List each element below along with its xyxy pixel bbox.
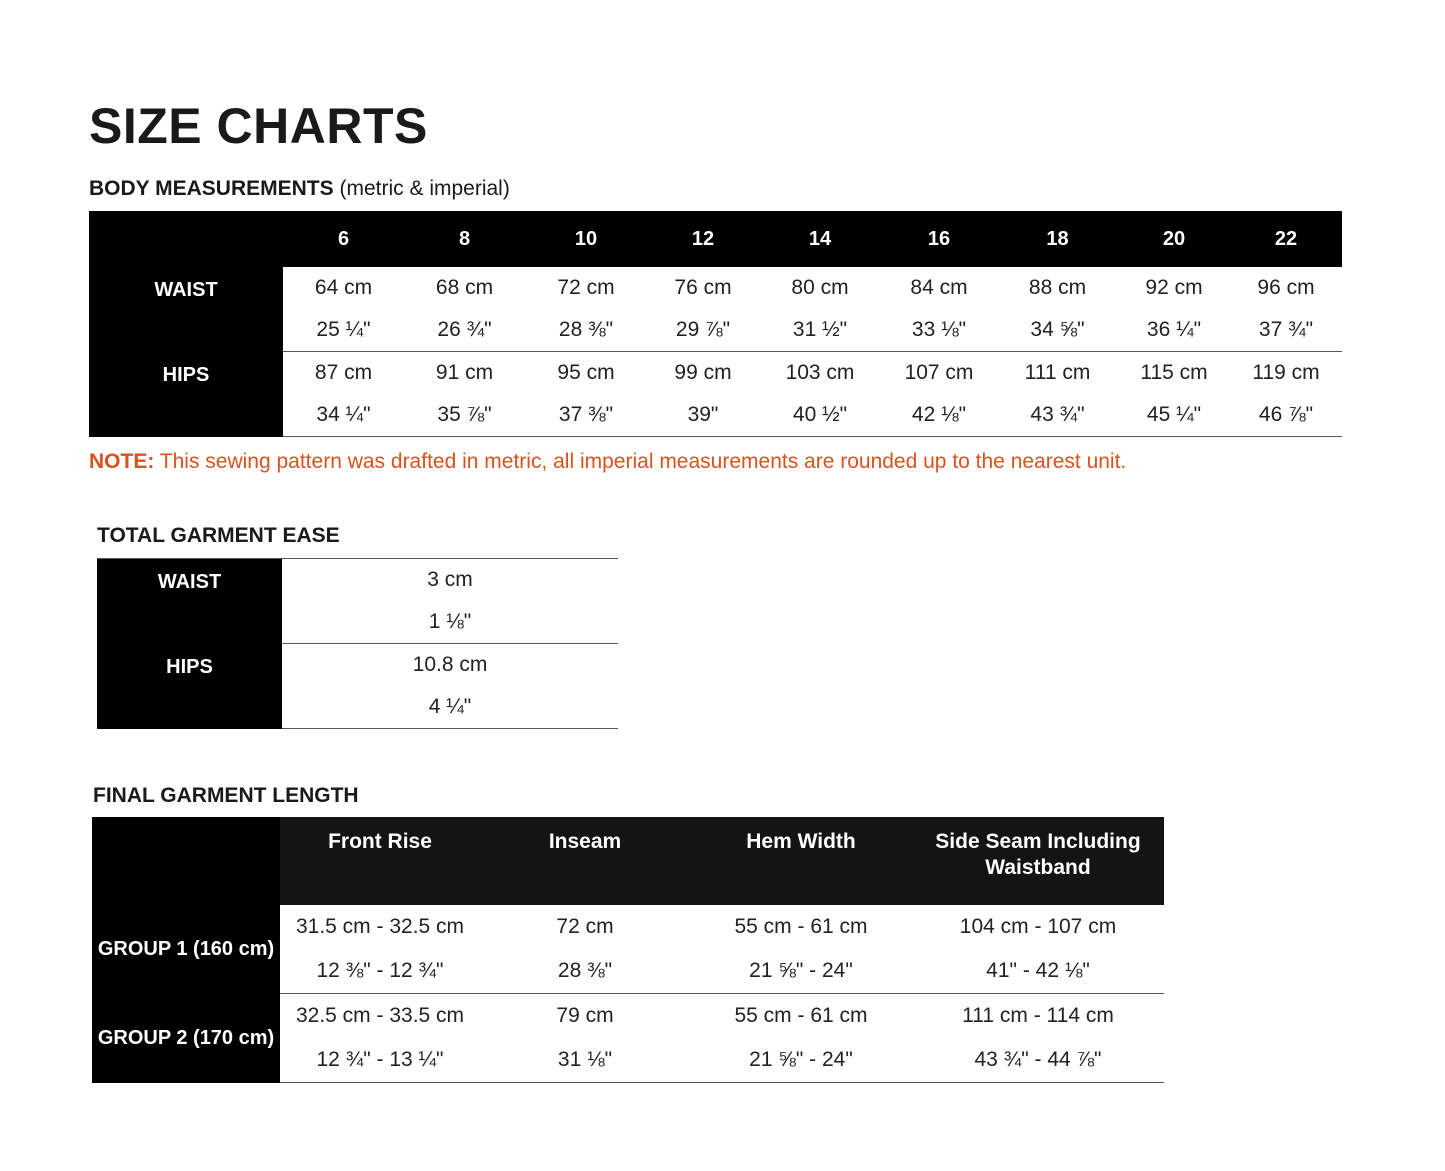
imperial-cell: 25 ¼" — [283, 309, 404, 352]
metric-cell: 72 cm — [557, 276, 615, 299]
imperial-cell: 37 ¾" — [1230, 309, 1342, 352]
metric-cell: 104 cm - 107 cm — [959, 915, 1117, 938]
row-label-hips: HIPS — [97, 644, 282, 729]
imperial-cell: 12 ⅜" - 12 ¾" — [280, 949, 480, 994]
table-row — [97, 644, 618, 687]
imperial-cell: 45 ¼" — [1118, 394, 1230, 437]
body-measurements-table — [89, 211, 1342, 437]
metric-cell: 64 cm — [314, 276, 373, 299]
metric-cell: 68 cm — [435, 276, 494, 299]
imperial-cell: 12 ¾" - 13 ¼" — [280, 1038, 480, 1083]
table-row — [89, 267, 1342, 309]
metric-cell: 31.5 cm - 32.5 cm — [295, 915, 465, 938]
table-row — [89, 352, 1342, 395]
metric-cell: 88 cm — [1028, 276, 1087, 299]
row-label-waist: WAIST — [97, 559, 282, 644]
metric-cell: 32.5 cm - 33.5 cm — [295, 1004, 465, 1027]
row-label-hips: HIPS — [89, 352, 283, 437]
page-title: SIZE CHARTS — [89, 98, 428, 154]
imperial-cell: 39" — [647, 394, 759, 437]
imperial-cell: 40 ½" — [759, 394, 881, 437]
size-header-row — [89, 211, 1342, 267]
metric-cell: 91 cm — [435, 361, 494, 384]
metric-cell: 111 cm - 114 cm — [962, 1004, 1114, 1027]
metric-cell: 10.8 cm — [412, 653, 488, 676]
imperial-cell: 21 ⅝" - 24" — [690, 949, 912, 994]
imperial-cell: 29 ⅞" — [647, 309, 759, 352]
row-label-waist: WAIST — [89, 267, 283, 352]
imperial-cell: 46 ⅞" — [1230, 394, 1342, 437]
garment-ease-table — [97, 558, 618, 729]
metric-cell: 103 cm — [785, 361, 855, 384]
row-label-group-1: GROUP 1 (160 cm) — [92, 905, 280, 994]
size-header-cell: 20 — [1118, 211, 1230, 267]
size-header-cell: 6 — [283, 211, 404, 267]
length-header-row — [92, 817, 1164, 905]
metric-cell: 76 cm — [674, 276, 732, 299]
imperial-cell: 31 ⅛" — [480, 1038, 690, 1083]
imperial-cell: 4 ¼" — [282, 686, 618, 729]
metric-cell: 111 cm — [1024, 361, 1091, 384]
size-header-cell: 8 — [404, 211, 525, 267]
garment-ease-title: TOTAL GARMENT EASE — [97, 524, 340, 547]
size-header-cell: 14 — [759, 211, 881, 267]
imperial-cell: 34 ¼" — [283, 394, 404, 437]
imperial-cell: 43 ¾" — [997, 394, 1118, 437]
metric-cell: 115 cm — [1140, 361, 1208, 384]
column-header-inseam: Inseam — [480, 817, 690, 905]
metric-note — [89, 449, 1126, 475]
column-header-front-rise: Front Rise — [280, 817, 480, 905]
metric-cell: 72 cm — [556, 915, 614, 938]
imperial-cell: 43 ¾" - 44 ⅞" — [912, 1038, 1164, 1083]
imperial-cell: 37 ⅜" — [525, 394, 647, 437]
imperial-cell: 42 ⅛" — [881, 394, 997, 437]
imperial-cell: 1 ⅛" — [282, 601, 618, 644]
imperial-cell: 34 ⅝" — [997, 309, 1118, 352]
size-header-cell: 18 — [997, 211, 1118, 267]
size-header-cell: 12 — [647, 211, 759, 267]
imperial-cell: 28 ⅜" — [525, 309, 647, 352]
size-header-cell: 22 — [1230, 211, 1342, 267]
note-label: NOTE: — [89, 450, 155, 473]
size-header-corner — [89, 211, 283, 267]
garment-length-title: FINAL GARMENT LENGTH — [93, 784, 359, 807]
body-measurements-title — [89, 176, 510, 202]
table-row — [92, 905, 1164, 949]
metric-cell: 99 cm — [674, 361, 732, 384]
imperial-cell: 28 ⅜" — [480, 949, 690, 994]
body-measurements-subtitle: (metric & imperial) — [339, 177, 510, 200]
imperial-cell: 21 ⅝" - 24" — [690, 1038, 912, 1083]
column-header-hem-width: Hem Width — [690, 817, 912, 905]
metric-cell: 96 cm — [1257, 276, 1315, 299]
metric-cell: 87 cm — [314, 361, 373, 384]
metric-cell: 92 cm — [1145, 276, 1203, 299]
metric-cell: 95 cm — [557, 361, 615, 384]
imperial-cell: 36 ¼" — [1118, 309, 1230, 352]
table-row — [97, 559, 618, 602]
metric-cell: 84 cm — [910, 276, 968, 299]
length-header-corner — [92, 817, 280, 905]
metric-cell: 55 cm - 61 cm — [734, 915, 868, 938]
metric-cell: 3 cm — [427, 568, 473, 591]
body-measurements-title-text: BODY MEASUREMENTS — [89, 177, 334, 200]
metric-cell: 55 cm - 61 cm — [734, 1004, 868, 1027]
imperial-cell: 41" - 42 ⅛" — [912, 949, 1164, 994]
garment-length-table — [92, 817, 1164, 1083]
metric-cell: 107 cm — [904, 361, 974, 384]
metric-cell: 119 cm — [1252, 361, 1320, 384]
size-header-cell: 16 — [881, 211, 997, 267]
imperial-cell: 31 ½" — [759, 309, 881, 352]
imperial-cell: 35 ⅞" — [404, 394, 525, 437]
metric-cell: 79 cm — [556, 1004, 614, 1027]
imperial-cell: 33 ⅛" — [881, 309, 997, 352]
size-header-cell: 10 — [525, 211, 647, 267]
note-text: This sewing pattern was drafted in metric, all imperial measurements are rounded up to the nearest unit. — [154, 450, 1127, 473]
table-row — [92, 994, 1164, 1039]
imperial-cell: 26 ¾" — [404, 309, 525, 352]
metric-cell: 80 cm — [791, 276, 849, 299]
row-label-group-2: GROUP 2 (170 cm) — [92, 994, 280, 1083]
column-header-side-seam: Side Seam Including Waistband — [912, 817, 1164, 905]
